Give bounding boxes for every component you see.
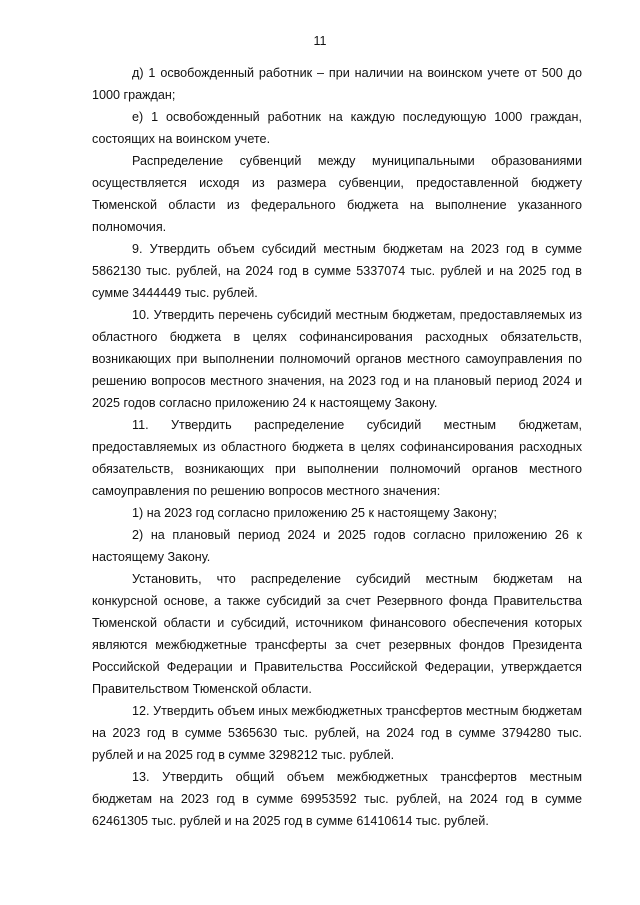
- paragraph-11-item-2: 2) на плановый период 2024 и 2025 годов согласно приложению 26 к настоящему Закону.: [92, 528, 582, 564]
- paragraph-11: 11. Утвердить распределение субсидий местным бюджетам, предоставляемых из областного бюджета в целях софинансирования расходных обязательств, возникающих при выполнении полномочий органов местного самоуправления по решению вопросов местного значения:: [92, 418, 582, 498]
- paragraph-10: 10. Утвердить перечень субсидий местным бюджетам, предоставляемых из областного бюджета в целях софинансирования расходных обязательств, возникающих при выполнении полномочий органов местного самоуправления по решению вопросов местного значения, на 2023 год и на плановый период 2024 и 2025 годов согласно приложению 24 к настоящему Закону.: [92, 308, 582, 410]
- page-number: 11: [313, 34, 327, 48]
- paragraph-13: 13. Утвердить общий объем межбюджетных трансфертов местным бюджетам на 2023 год в сумме 69953592 тыс. рублей, на 2024 год в сумме 62461305 тыс. рублей и на 2025 год в сумме 61410614 тыс. рублей.: [92, 770, 582, 828]
- paragraph-establish: Установить, что распределение субсидий местным бюджетам на конкурсной основе, а также субсидий за счет Резервного фонда Правительства Тюменской области и субсидий, источником финансового обеспечения которых являются межбюджетные трансферты за счет резервных фондов Президента Российской Федерации и Правительства Российской Федерации, утверждается Правительством Тюменской области.: [92, 572, 582, 696]
- paragraph-subvention-distribution: Распределение субвенций между муниципальными образованиями осуществляется исходя из размера субвенции, предоставленной бюджету Тюменской области из федерального бюджета на выполнение указанного полномочия.: [92, 154, 582, 234]
- paragraph-d-item: д) 1 освобожденный работник – при наличии на воинском учете от 500 до 1000 граждан;: [92, 66, 582, 102]
- document-body: [92, 62, 582, 832]
- paragraph-9: 9. Утвердить объем субсидий местным бюджетам на 2023 год в сумме 5862130 тыс. рублей, на 2024 год в сумме 5337074 тыс. рублей и на 2025 год в сумме 3444449 тыс. рублей.: [92, 242, 582, 300]
- paragraph-e-item: е) 1 освобожденный работник на каждую последующую 1000 граждан, состоящих на воинском учете.: [92, 110, 582, 146]
- paragraph-12: 12. Утвердить объем иных межбюджетных трансфертов местным бюджетам на 2023 год в сумме 5365630 тыс. рублей, на 2024 год в сумме 3794280 тыс. рублей и на 2025 год в сумме 3298212 тыс. рублей.: [92, 704, 582, 762]
- paragraph-11-item-1: 1) на 2023 год согласно приложению 25 к настоящему Закону;: [132, 506, 498, 520]
